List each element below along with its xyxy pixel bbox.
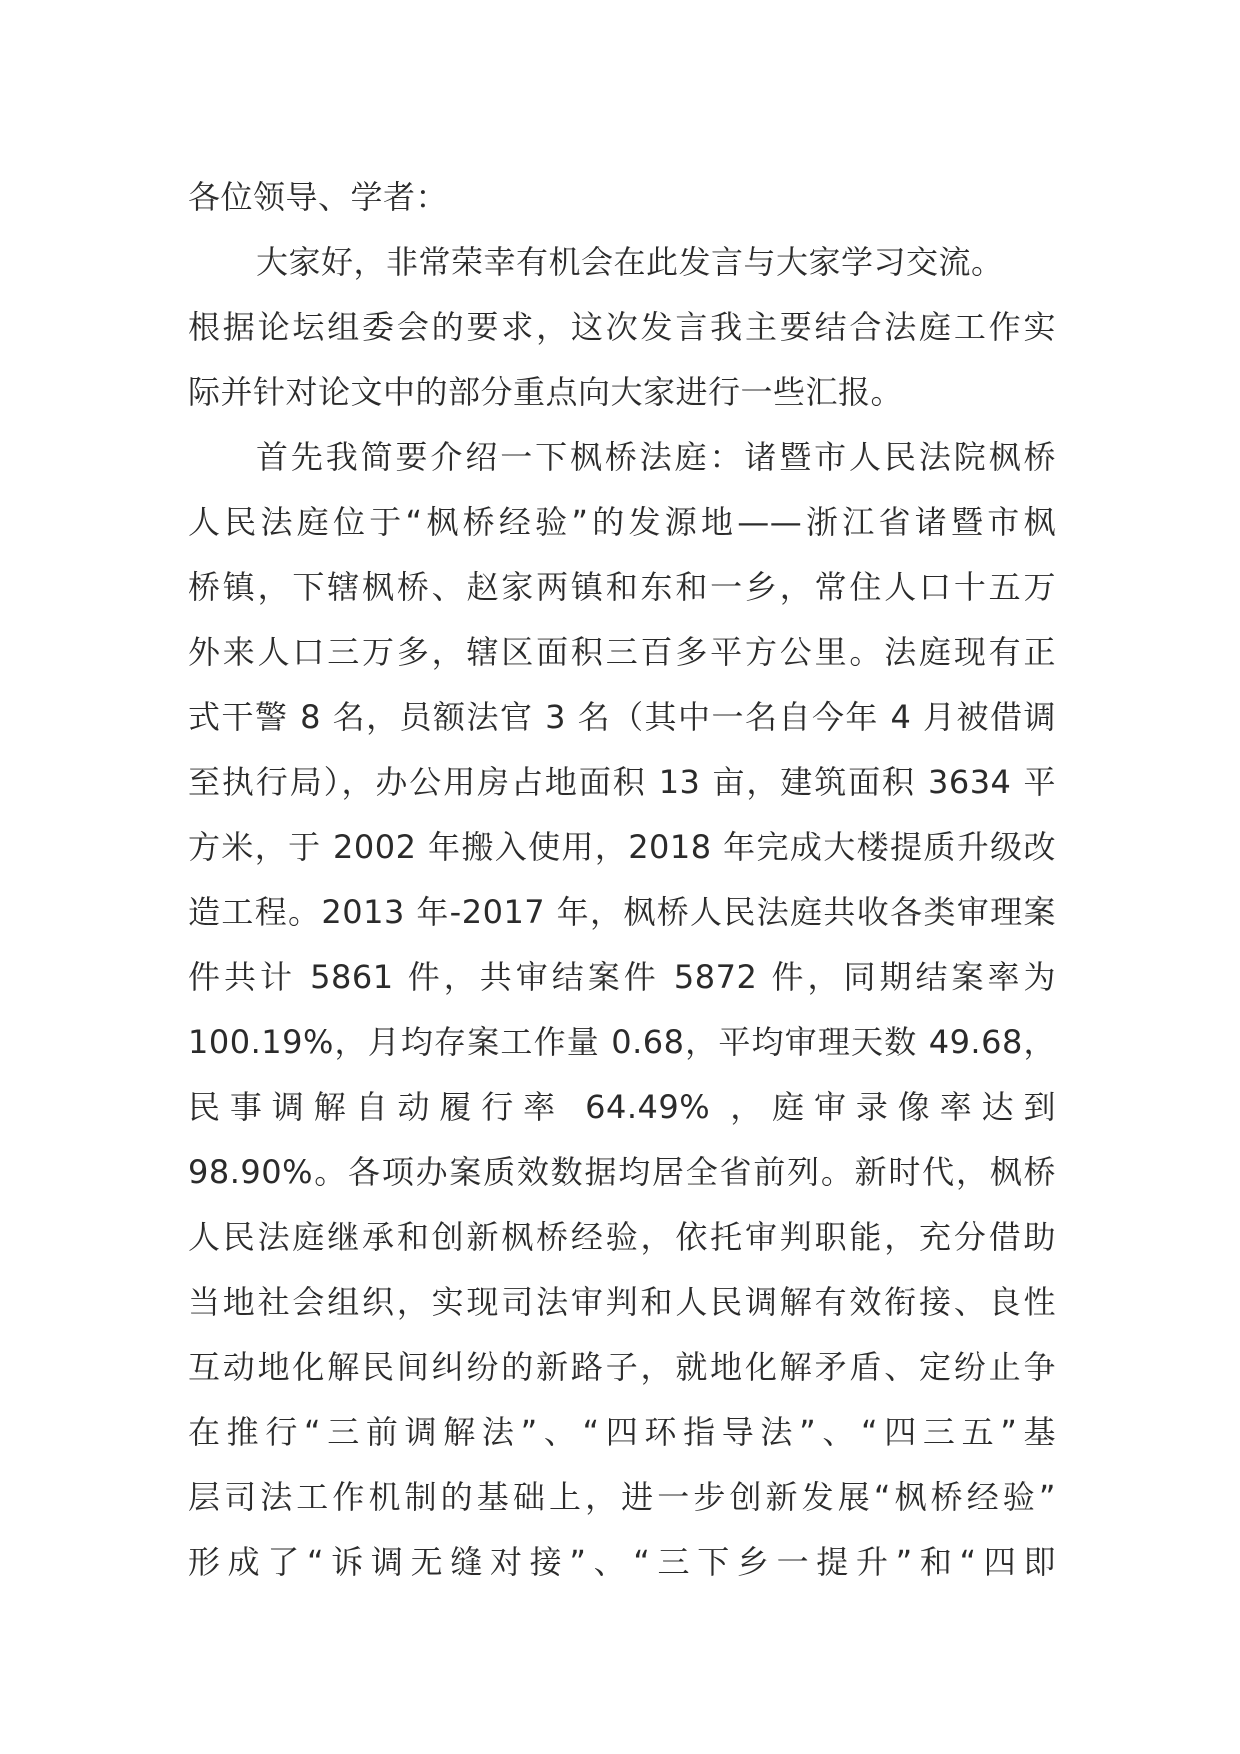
paragraph-line: 当地社会组织，实现司法审判和人民调解有效衔接、良性	[188, 1283, 1056, 1321]
paragraph-line: 形成了“诉调无缝对接”、“三下乡一提升”和“四即	[188, 1543, 1056, 1581]
paragraph-line: 外来人口三万多，辖区面积三百多平方公里。法庭现有正	[188, 633, 1056, 671]
paragraph-line: 民事调解自动履行率 64.49% ，庭审录像率达到	[188, 1088, 1056, 1126]
paragraph-line: 在推行“三前调解法”、“四环指导法”、“四三五”基	[188, 1413, 1056, 1451]
paragraph-line: 根据论坛组委会的要求，这次发言我主要结合法庭工作实	[188, 308, 1056, 346]
paragraph-line: 人民法庭位于“枫桥经验”的发源地——浙江省诸暨市枫	[188, 503, 1056, 541]
paragraph-line: 98.90%。各项办案质效数据均居全省前列。新时代，枫桥	[188, 1153, 1056, 1191]
paragraph-line: 式干警 8 名，员额法官 3 名（其中一名自今年 4 月被借调	[188, 698, 1056, 736]
paragraph-line: 方米，于 2002 年搬入使用，2018 年完成大楼提质升级改	[188, 828, 1056, 866]
paragraph-line: 件共计 5861 件，共审结案件 5872 件，同期结案率为	[188, 958, 1056, 996]
paragraph-line: 造工程。2013 年-2017 年，枫桥人民法庭共收各类审理案	[188, 893, 1056, 931]
paragraph-line: 桥镇，下辖枫桥、赵家两镇和东和一乡，常住人口十五万	[188, 568, 1056, 606]
paragraph-line: 际并针对论文中的部分重点向大家进行一些汇报。	[188, 373, 904, 411]
paragraph-line: 层司法工作机制的基础上，进一步创新发展“枫桥经验”	[188, 1478, 1056, 1516]
paragraph-line: 100.19%，月均存案工作量 0.68，平均审理天数 49.68，	[188, 1023, 1056, 1061]
paragraph-line: 首先我简要介绍一下枫桥法庭：诸暨市人民法院枫桥	[256, 438, 1056, 476]
document-body	[188, 165, 1056, 1595]
salutation-line: 各位领导、学者：	[188, 178, 449, 216]
paragraph-line: 大家好，非常荣幸有机会在此发言与大家学习交流。	[256, 243, 1004, 281]
paragraph-line: 人民法庭继承和创新枫桥经验，依托审判职能，充分借助	[188, 1218, 1056, 1256]
paragraph-line: 互动地化解民间纠纷的新路子，就地化解矛盾、定纷止争	[188, 1348, 1056, 1386]
paragraph-line: 至执行局），办公用房占地面积 13 亩，建筑面积 3634 平	[188, 763, 1056, 801]
